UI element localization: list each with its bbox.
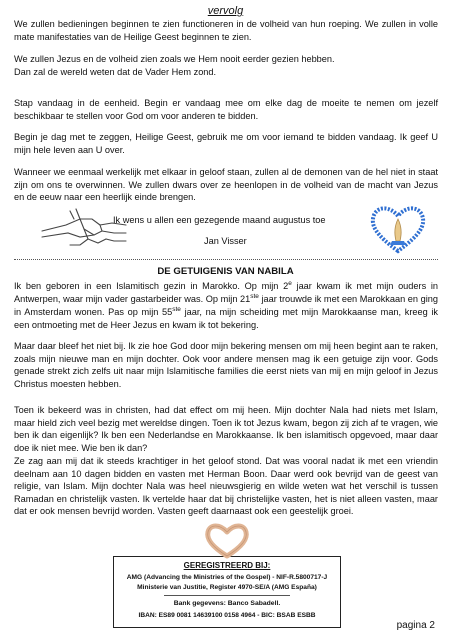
testimony-paragraph-1	[14, 280, 438, 332]
testimony-p1-part-a: Ik ben geboren in een Islamitisch gezin in Marokko. Op mijn 2	[14, 281, 289, 291]
intro-paragraph-1: We zullen bedieningen beginnen te zien functioneren in de volheid van hun roeping. We zullen in volle mate manifestaties van de Heilige Geest beginnen te zien.	[14, 19, 438, 42]
registration-line-1: AMG (Advancing the Ministries of the Gospel) - NIF-R.5800717-J	[126, 574, 328, 581]
registration-box	[113, 556, 341, 628]
section-title: DE GETUIGENIS VAN NABILA	[157, 266, 294, 277]
testimony-paragraph-2: Maar daar bleef het niet bij. Ik zie hoe God door mijn bekering mensen om mij heen begint aan te raken, zoals mijn nieuwe man en mijn dochter. Ook voor andere mensen mag ik een getuige zijn voor. Gods genade strekt zich zelfs uit naar mijn Islamitische families die eerst niets van mij en mijn geloof in Jezus Christus moesten hebben.	[14, 341, 438, 389]
registration-divider	[164, 595, 290, 596]
heart-praying-hands-icon	[368, 203, 428, 255]
intro-paragraph-2	[14, 53, 438, 78]
registration-title: GEREGISTREERD BIJ:	[183, 561, 271, 570]
page-number: pagina 2	[396, 620, 435, 631]
registration-line-2: Ministerie van Justitie, Register 4970-SE/A (AMG España)	[137, 584, 317, 591]
clasped-hands-icon	[40, 205, 128, 249]
hands-heart-icon	[200, 520, 254, 562]
section-divider	[14, 259, 438, 260]
ordinal-suffix-3: ste	[172, 305, 181, 313]
wish-text: Ik wens u allen een gezegende maand augustus toe	[113, 215, 326, 225]
testimony-p1-part-b: jaar kwam ik met mijn ouders in Antwerpen, waar mijn vader gastarbeider was. Op mijn 21	[14, 281, 438, 304]
intro-paragraph-2-line-a: We zullen Jezus en de volheid zien zoals we Hem nooit eerder gezien hebben.	[14, 54, 335, 64]
intro-paragraph-5: Wanneer we eenmaal werkelijk met elkaar in geloof staan, zullen al de demonen van de hel niet in staat zijn om ons te overwinnen. We zullen dwars over ze heenlopen in de volheid van de macht van Jezus en de eeuw naar een heerlijk einde brengen.	[14, 167, 438, 203]
bank-details: Bank gegevens: Banco Sabadell.	[173, 600, 281, 607]
testimony-p1-part-c: jaar trouwde ik met een Marokkaan en ging in Amsterdam wonen. Pas op mijn 55	[14, 294, 438, 317]
testimony-paragraph-3: Toen ik bekeerd was in christen, had dat effect om mij heen. Mijn dochter Nala had niets met Islam, maar hield zich veel bezig met wereldse dingen. Toen ik tot Jezus kwam, begon zij zich af te vragen, wie ben ik dan eigenlijk? Ik ben een Nederlandse en Marokkaanse. Ik ben islamitisch opgevoed, maar daar doe ik niet mee. Wie ben ik dan?	[14, 405, 438, 453]
continued-heading: vervolg	[207, 5, 244, 17]
ordinal-suffix-1: e	[288, 279, 292, 287]
ordinal-suffix-2: ste	[250, 292, 259, 300]
testimony-paragraph-4: Ze zag aan mij dat ik steeds krachtiger in het geloof stond. Dat was vooral nadat ik met een vriendin deelnam aan 10 dagen bidden en vasten met Herman Boon. Daar werd ook bevrijd van de geest van religie, van Islam. Mijn dochter Nala was heel nieuwsgierig en wilde weten wat het verschil is tussen Ramadan en christelijk vasten. Ik vertelde haar dat bij christelijke vasten, het is niet alleen vasten, maar dat er ook mensen bevrijd worden. Vasten geeft daarnaast ook een geestelijk groei.	[14, 456, 438, 517]
intro-paragraph-3: Stap vandaag in de eenheid. Begin er vandaag mee om elke dag de moeite te nemen om jezelf beschikbaar te stellen voor God om voor anderen te bidden.	[14, 98, 438, 121]
intro-paragraph-2-line-b: Dan zal de wereld weten dat de Vader Hem zond.	[14, 66, 217, 77]
intro-paragraph-4: Begin je dag met te zeggen, Heilige Geest, gebruik me om voor iemand te bidden vandaag. Ik geef U mijn hele leven aan U over.	[14, 132, 438, 155]
iban-bic: IBAN: ES89 0081 14639100 0158 4964 - BIC: BSAB ESBB	[138, 612, 316, 619]
signature-name: Jan Visser	[204, 236, 247, 246]
testimony-p1-part-d: jaar, na mijn scheiding met mijn Marokkaanse man, kreeg ik een ontmoeting met de Heer Jezus en kwam ik tot bekering.	[14, 307, 438, 330]
